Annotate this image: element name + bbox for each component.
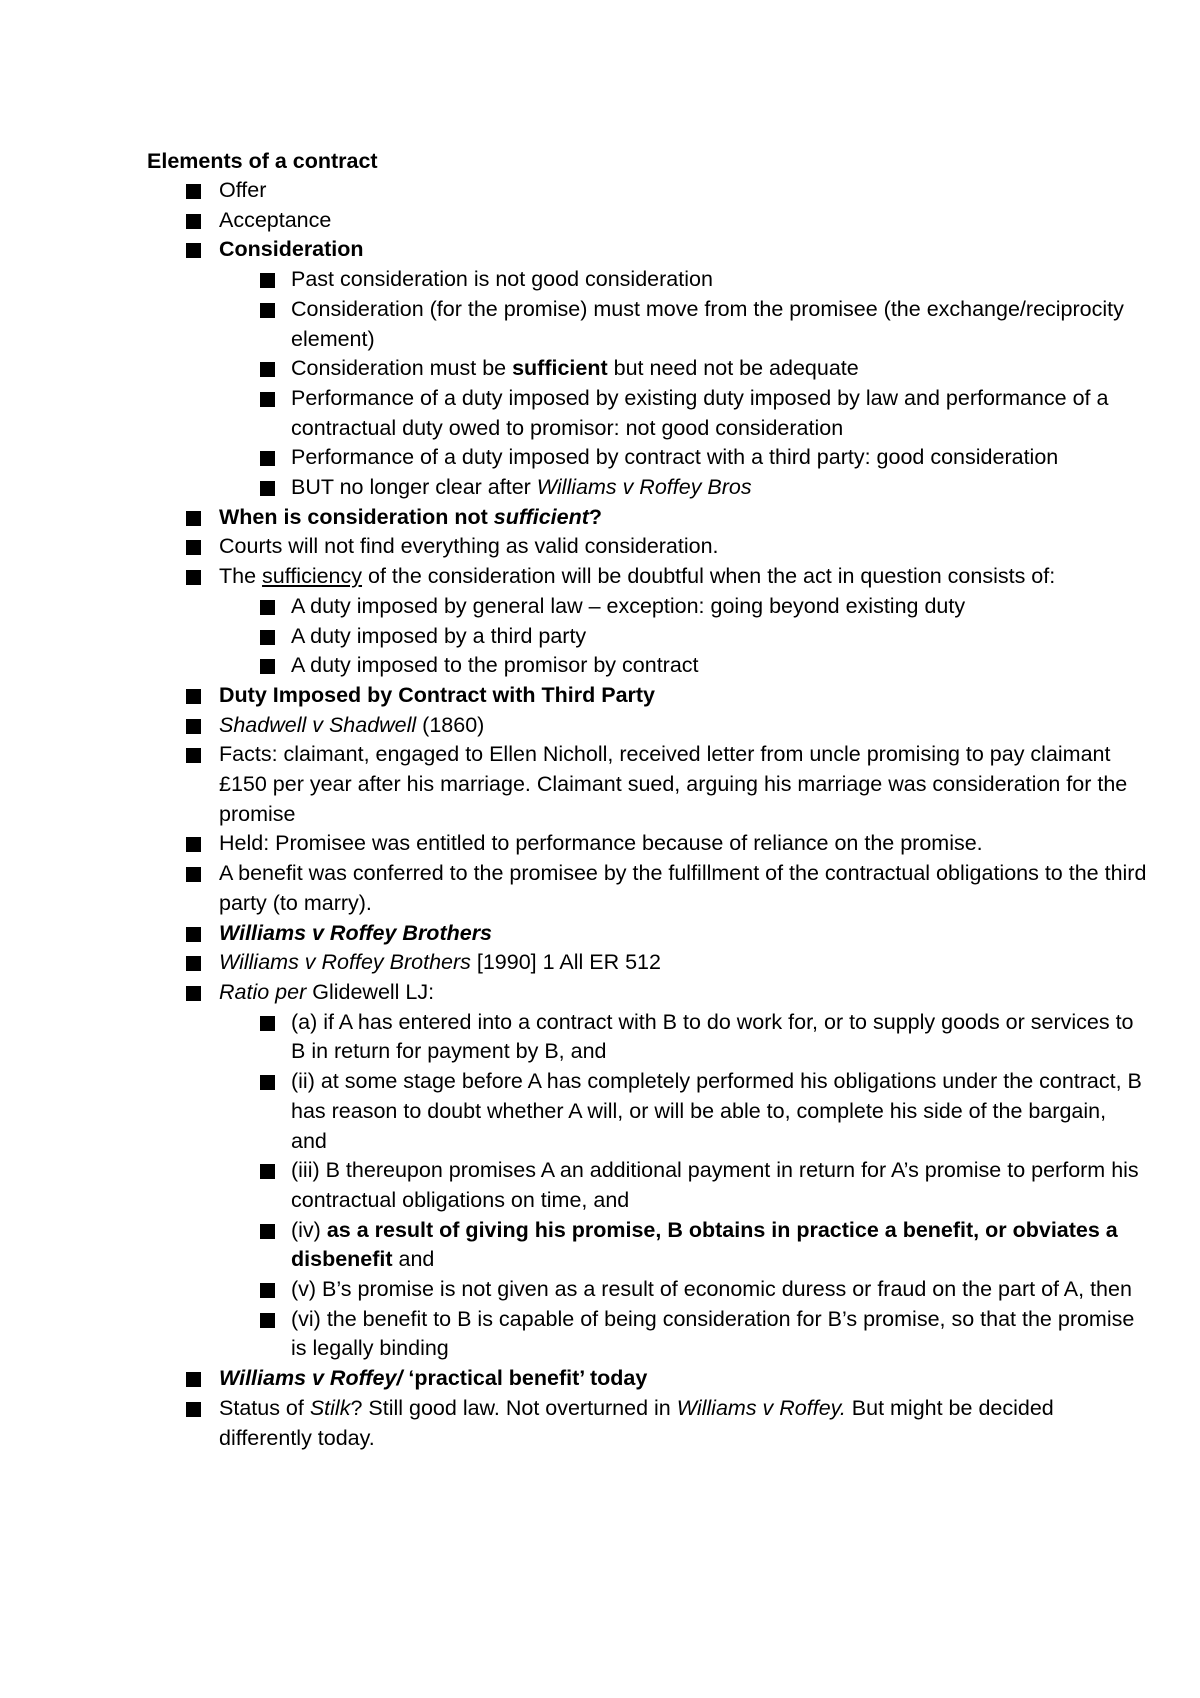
document-body [147,146,1147,1453]
square-bullet-icon [186,511,201,526]
list-item [147,384,1147,443]
square-bullet-icon [260,362,275,377]
bullet-list [147,176,1147,1453]
text-run: Offer [219,178,267,202]
text-run: Ratio per [219,979,307,1004]
square-bullet-icon [260,273,275,288]
square-bullet-icon [186,570,201,585]
text-run: Performance of a duty imposed by contract with a third party: good consideration [291,445,1059,470]
list-item [147,473,1147,503]
text-run: Past consideration is not good consideration [291,267,713,292]
text-run: (iii) B thereupon promises A an additional payment in return for A’s promise to perform his contractual obligations on time, and [291,1158,1139,1212]
text-run: (vi) the benefit to B is capable of being consideration for B’s promise, so that the promise is legally binding [291,1306,1135,1361]
text-run: Glidewell LJ: [306,979,435,1004]
document-title: Elements of a contract [147,149,378,173]
text-run: Consideration (for the promise) must move from the promisee (the exchange/reciprocity element) [291,296,1124,351]
square-bullet-icon [260,600,275,615]
list-item [147,1275,1147,1305]
list-item [147,1394,1147,1453]
text-run: Williams v Roffey Bros [536,475,752,500]
list-item [147,503,1147,533]
square-bullet-icon [186,927,201,942]
text-run: Courts will not find everything as valid consideration. [219,534,719,559]
text-run: Performance of a duty imposed by existing duty imposed by law and performance of a contractual duty owed to promisor: not good consideration [291,385,1109,440]
text-run: (a) if A has entered into a contract with B to do work for, or to supply goods or services to B in return for payment by B, and [291,1009,1134,1064]
square-bullet-icon [260,1164,275,1179]
text-run: ‘practical benefit’ today [402,1366,648,1391]
text-run: Duty Imposed by Contract with Third Party [219,682,656,707]
list-item [147,1364,1147,1394]
list-item [147,622,1147,652]
text-run: But might be decided differently today. [219,1395,1054,1450]
list-item [147,1156,1147,1215]
text-run: Status of [219,1395,310,1420]
text-run: Williams v Roffey. [676,1395,846,1420]
list-item [147,176,1147,206]
list-item [147,829,1147,859]
list-item [147,1067,1147,1156]
list-item [147,948,1147,978]
square-bullet-icon [186,540,201,555]
square-bullet-icon [186,986,201,1001]
square-bullet-icon [260,659,275,674]
list-item [147,1216,1147,1275]
list-item [147,562,1147,592]
square-bullet-icon [186,184,201,199]
list-item [147,651,1147,681]
text-run: of the consideration will be doubtful when the act in question consists of: [362,564,1056,589]
text-run: (iv) [291,1217,327,1242]
text-run: A duty imposed by general law – exception: going beyond existing duty [291,593,966,618]
text-run: ? [588,504,603,529]
list-item [147,443,1147,473]
square-bullet-icon [186,214,201,229]
square-bullet-icon [260,1016,275,1031]
list-item [147,711,1147,741]
text-run: Williams v Roffey/ [219,1366,403,1391]
text-run: Consideration must be [291,356,513,381]
text-run: Acceptance [219,207,332,232]
text-run: as a result of giving his promise, B obtains in practice a benefit, or obviates a disbenefit [291,1217,1118,1272]
text-run: A duty imposed to the promisor by contract [291,653,699,678]
text-run: Consideration [219,237,364,262]
text-run: sufficient [493,504,589,529]
text-run: A duty imposed by a third party [291,623,587,648]
square-bullet-icon [260,1283,275,1298]
text-run: ? Still good law. Not overturned in [350,1395,677,1420]
text-run: sufficiency [262,564,363,589]
square-bullet-icon [186,748,201,763]
text-run: A benefit was conferred to the promisee by the fulfillment of the contractual obligations to the third party (to marry). [219,861,1147,915]
square-bullet-icon [260,451,275,466]
list-item [147,681,1147,711]
text-run: (ii) at some stage before A has completely performed his obligations under the contract, B has reason to doubt whether A will, or will be able to, complete his side of the bargain, and [291,1069,1142,1153]
square-bullet-icon [260,392,275,407]
list-item [147,919,1147,949]
square-bullet-icon [186,1402,201,1417]
text-run: Shadwell v Shadwell [219,712,417,737]
list-item [147,265,1147,295]
text-run: Stilk [309,1395,351,1420]
list-item [147,1008,1147,1067]
square-bullet-icon [186,837,201,852]
text-run: and [392,1247,435,1272]
square-bullet-icon [260,630,275,645]
text-run: (1860) [416,712,485,737]
text-run: Held: Promisee was entitled to performance because of reliance on the promise. [219,831,983,856]
square-bullet-icon [186,689,201,704]
list-item [147,235,1147,265]
text-run: sufficient [512,356,608,381]
square-bullet-icon [186,243,201,258]
square-bullet-icon [260,1224,275,1239]
list-item [147,532,1147,562]
list-item [147,978,1147,1008]
text-run: but need not be adequate [607,356,859,381]
list-item [147,354,1147,384]
list-item [147,206,1147,236]
text-run: BUT no longer clear after [291,475,537,500]
text-run: Facts: claimant, engaged to Ellen Nicholl, received letter from uncle promising to pay claimant £150 per year after his marriage. Claimant sued, arguing his marriage was consideration for the promise [219,742,1128,826]
text-run: (v) B’s promise is not given as a result of economic duress or fraud on the part of A, then [291,1277,1132,1302]
list-item [147,592,1147,622]
square-bullet-icon [186,719,201,734]
square-bullet-icon [186,867,201,882]
square-bullet-icon [260,481,275,496]
list-item [147,295,1147,354]
list-item [147,859,1147,918]
text-run: [1990] 1 All ER 512 [470,950,661,975]
list-item [147,1305,1147,1364]
text-run: When is consideration not [219,504,494,529]
square-bullet-icon [260,1075,275,1090]
square-bullet-icon [186,1372,201,1387]
square-bullet-icon [186,956,201,971]
text-run: Williams v Roffey Brothers [219,920,493,945]
text-run: The [219,564,263,589]
square-bullet-icon [260,303,275,318]
list-item [147,740,1147,829]
square-bullet-icon [260,1313,275,1328]
text-run: Williams v Roffey Brothers [219,950,471,975]
